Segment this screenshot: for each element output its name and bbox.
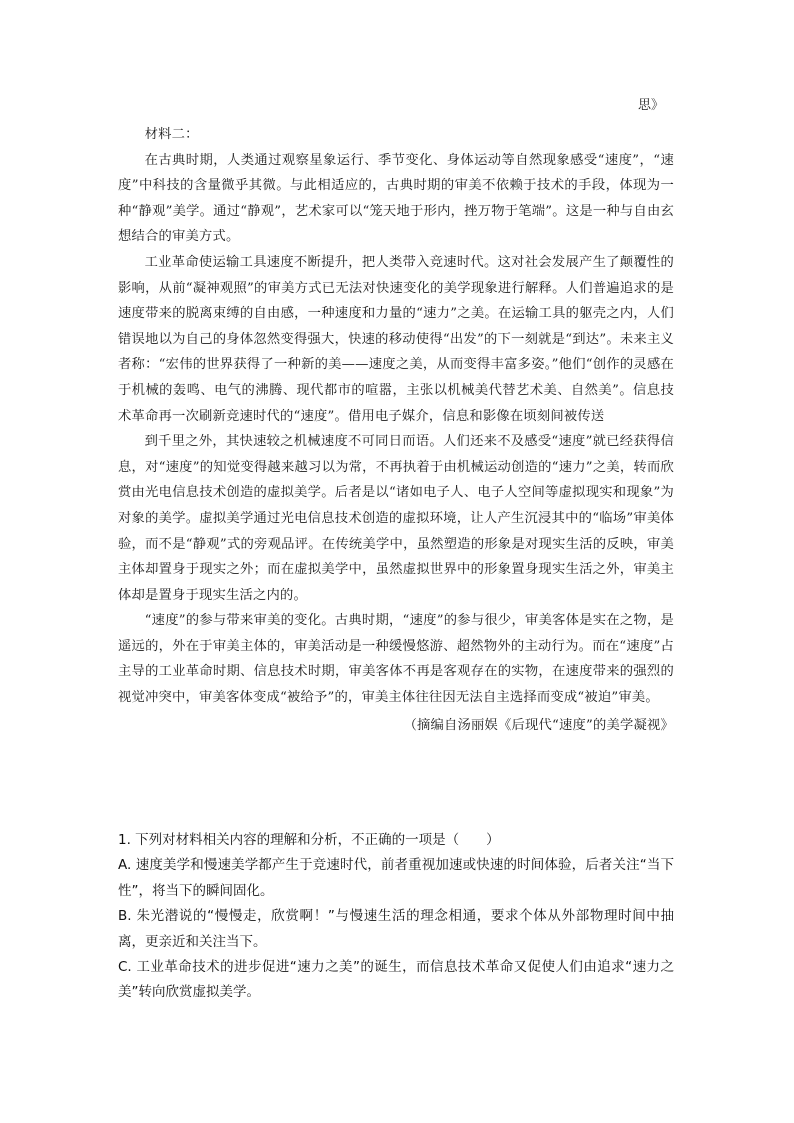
material-section xyxy=(118,122,674,738)
material-paragraph-1: 在古典时期，人类通过观察星象运行、季节变化、身体运动等自然现象感受“速度”，“速度”中科技的含量微乎其微。与此相适应的，古典时期的审美不依赖于技术的手段，体现为一种“静观”美学。通过“静观”，艺术家可以“笼天地于形内，挫万物于笔端”。这是一种与自由玄想结合的审美方式。 xyxy=(118,152,674,245)
material-paragraph-3: 到千里之外，其快速较之机械速度不可同日而语。人们还来不及感受“速度”就已经获得信息，对“速度”的知觉变得越来越习以为常，不再执着于由机械运动创造的“速力”之美，转而欣赏由光电信息技术创造的虚拟美学。后者是以“诸如电子人、电子人空间等虚拟现实和现象”为对象的美学。虚拟美学通过光电信息技术创造的虚拟环境，让人产生沉浸其中的“临场”审美体验，而不是“静观”式的旁观品评。在传统美学中，虽然塑造的形象是对现实生活的反映，审美主体却置身于现实之外；而在虚拟美学中，虽然虚拟世界中的形象置身现实生活之外，审美主体却是置身于现实生活之内的。 xyxy=(118,434,674,603)
material-heading: 材料二： xyxy=(144,127,199,142)
material-source: （摘编自汤丽娱《后现代“速度”的美学凝视》 xyxy=(403,717,674,733)
top-fragment-text: 思》 xyxy=(637,98,664,113)
question-section xyxy=(118,828,674,1006)
option-c: C. 工业革命技术的进步促进“速力之美”的诞生，而信息技术革命又促使人们由追求“速力之美”转向欣赏虚拟美学。 xyxy=(118,959,674,1001)
question-stem: 1. 下列对材料相关内容的理解和分析，不正确的一项是（ ） xyxy=(118,832,500,848)
material-paragraph-4: “速度”的参与带来审美的变化。古典时期，“速度”的参与很少，审美客体是实在之物，是遥远的，外在于审美主体的，审美活动是一种缓慢悠游、超然物外的主动行为。而在“速度”占主导的工业革命时期、信息技术时期，审美客体不再是客观存在的实物，在速度带来的强烈的视觉冲突中，审美客体变成“被给予”的，审美主体往往因无法自主选择而变成“被迫”审美。 xyxy=(118,613,674,706)
option-b: B. 朱光潜说的“慢慢走，欣赏啊！”与慢速生活的理念相通，要求个体从外部物理时间中抽离，更亲近和关注当下。 xyxy=(118,908,674,950)
material-paragraph-2: 工业革命使运输工具速度不断提升，把人类带入竞速时代。这对社会发展产生了颠覆性的影响，从前“凝神观照”的审美方式已无法对快速变化的美学现象进行解释。人们普遍追求的是速度带来的脱离束缚的自由感，一种速度和力量的“速力”之美。在运输工具的躯壳之内，人们错误地以为自己的身体忽然变得强大，快速的移动使得“出发”的下一刻就是“到达”。未来主义者称：“宏伟的世界获得了一种新的美——速度之美，从而变得丰富多姿。”他们“创作的灵感在于机械的轰鸣、电气的沸腾、现代都市的喧嚣，主张以机械美代替艺术美、自然美”。信息技术革命再一次刷新竞速时代的“速度”。借用电子媒介，信息和影像在顷刻间被传送 xyxy=(118,254,674,424)
option-a: A. 速度美学和慢速美学都产生于竞速时代，前者重视加速或快速的时间体验，后者关注“当下性”，将当下的瞬间固化。 xyxy=(118,857,674,899)
